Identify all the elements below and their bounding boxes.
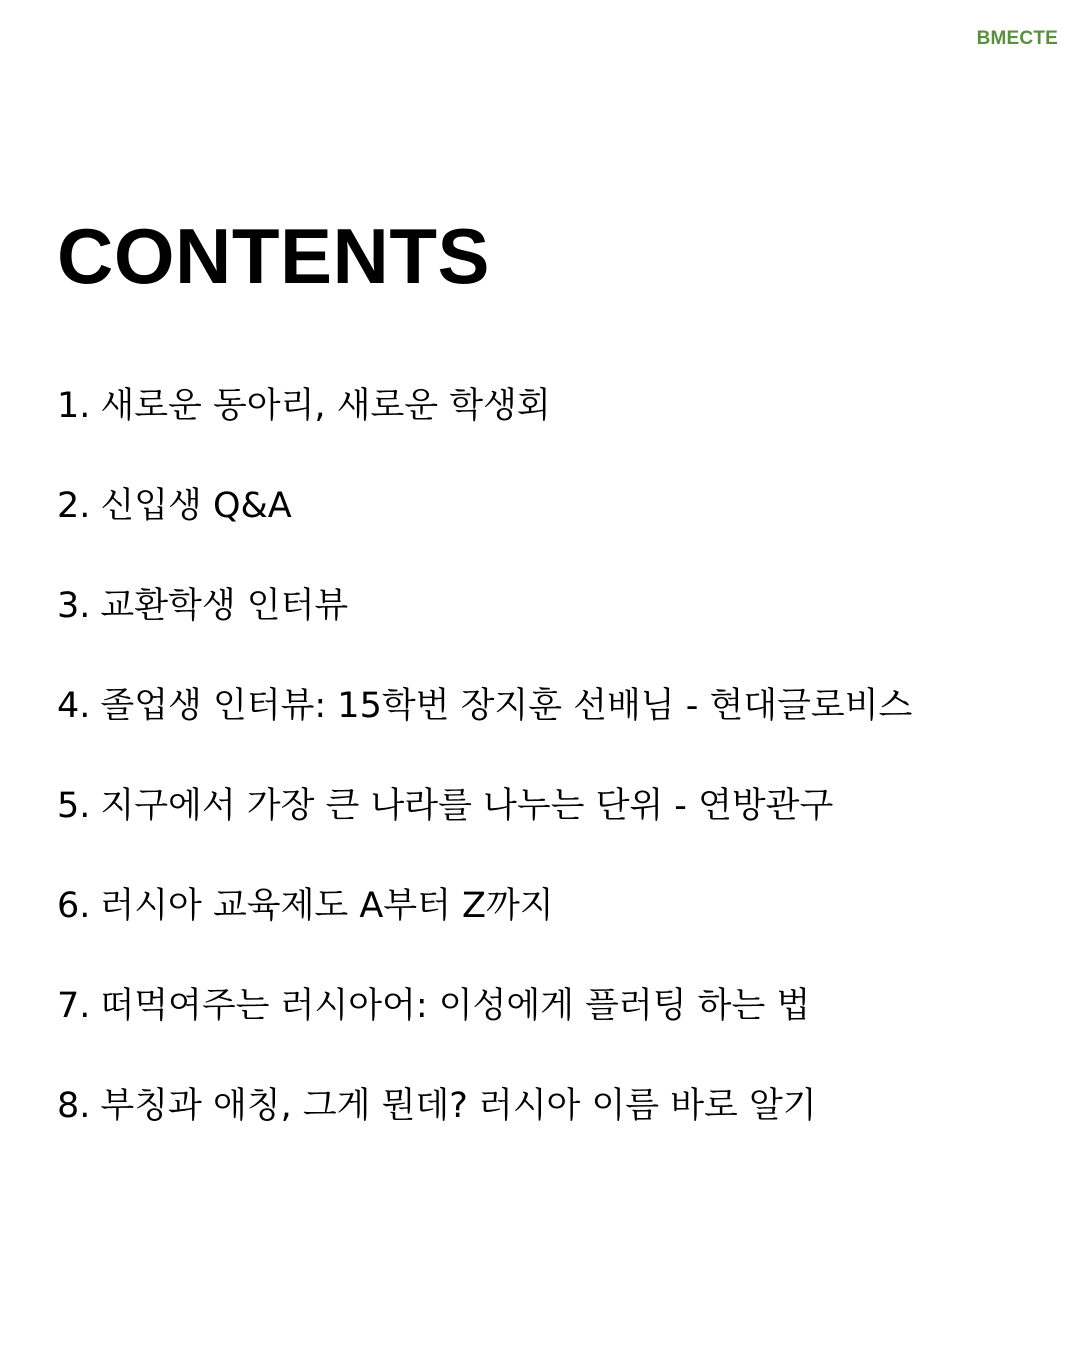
toc-item-7 bbox=[57, 980, 1037, 1080]
toc-item-number: 3. bbox=[57, 586, 91, 626]
toc-item-8 bbox=[57, 1080, 1037, 1180]
toc-item-4 bbox=[57, 680, 1037, 780]
toc-item-text: 지구에서 가장 큰 나라를 나누는 단위 - 연방관구 bbox=[100, 786, 834, 826]
toc-item-2 bbox=[57, 480, 1037, 580]
toc-item-text: 부칭과 애칭, 그게 뭔데? 러시아 이름 바로 알기 bbox=[100, 1086, 817, 1126]
toc-item-number: 8. bbox=[57, 1086, 91, 1126]
page-title: CONTENTS bbox=[57, 212, 490, 300]
toc-item-number: 1. bbox=[57, 386, 91, 426]
toc-item-1 bbox=[57, 380, 1037, 480]
table-of-contents bbox=[57, 380, 1037, 1180]
toc-item-number: 4. bbox=[57, 686, 91, 726]
toc-item-3 bbox=[57, 580, 1037, 680]
toc-item-text: 교환학생 인터뷰 bbox=[100, 586, 349, 626]
brand-logo-text: BMECTE bbox=[976, 28, 1058, 49]
toc-item-number: 7. bbox=[57, 986, 91, 1026]
toc-item-6 bbox=[57, 880, 1037, 980]
toc-item-text: 신입생 Q&A bbox=[100, 486, 292, 526]
toc-item-text: 새로운 동아리, 새로운 학생회 bbox=[100, 386, 551, 426]
toc-item-text: 졸업생 인터뷰: 15학번 장지훈 선배님 - 현대글로비스 bbox=[100, 686, 913, 726]
toc-item-number: 5. bbox=[57, 786, 91, 826]
toc-item-number: 6. bbox=[57, 886, 91, 926]
toc-item-5 bbox=[57, 780, 1037, 880]
toc-item-text: 떠먹여주는 러시아어: 이성에게 플러팅 하는 법 bbox=[100, 986, 811, 1026]
toc-item-number: 2. bbox=[57, 486, 91, 526]
toc-item-text: 러시아 교육제도 A부터 Z까지 bbox=[100, 886, 554, 926]
